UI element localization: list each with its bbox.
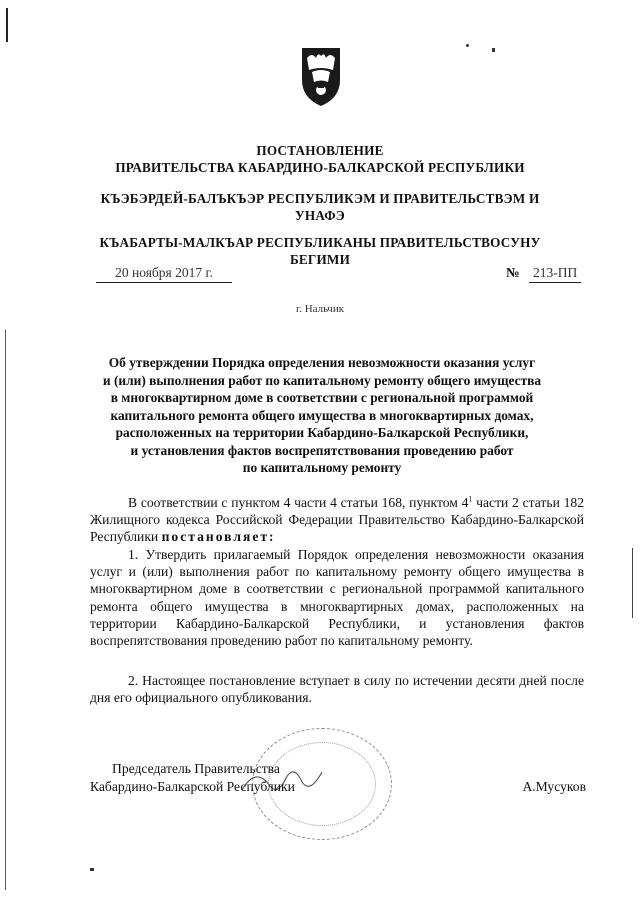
decree-title-line: по капитальному ремонту <box>242 460 402 475</box>
date-field <box>96 264 232 283</box>
decree-number: 213-ПП <box>529 264 581 283</box>
decree-title-line: расположенных на территории Кабардино-Балкарской Республики, <box>115 425 529 440</box>
preamble-text-cont: части 2 статьи 182 Жилищного кодекса Российской Федерации Правительство Кабардино-Балкарской Республики <box>90 495 584 545</box>
decree-keyword: постановляет: <box>161 529 276 545</box>
scan-speck <box>492 48 495 52</box>
issuer-heading: ПРАВИТЕЛЬСТВА КАБАРДИНО-БАЛКАРСКОЙ РЕСПУБЛИКИ <box>115 160 525 175</box>
preamble-text: В соответствии с пунктом 4 части 4 статьи 168, пунктом 4 <box>128 495 469 510</box>
decree-title-line: капитального ремонта общего имущества в многоквартирных домах, <box>110 407 534 423</box>
number-field <box>506 264 586 283</box>
decree-title-line: и (или) выполнения работ по капитальному ремонту общего имущества <box>102 372 542 388</box>
scan-speck <box>90 868 94 871</box>
doc-type-heading: ПОСТАНОВЛЕНИЕ <box>256 143 384 158</box>
decree-date: 20 ноября 2017 г. <box>115 265 213 280</box>
preamble-superscript: 1 <box>468 494 473 504</box>
signatory-position-line1: Председатель Правительства <box>112 761 280 776</box>
signatory-position-line2: Кабардино-Балкарской Республики <box>90 779 295 794</box>
signatory-name: А.Мусуков <box>522 779 586 794</box>
kabardian-heading-line2: УНАФЭ <box>295 208 345 223</box>
item-1-paragraph: 1. Утвердить прилагаемый Порядок определения невозможности оказания услуг и (или) выполнения работ по капитальному ремонту общего имущества в многоквартирном доме в соответствии с региональной программой капитального ремонта общего имущества в многоквартирных домах, расположенных на территории Кабардино-Балкарской Республики, и установления фактов воспрепятствования проведению работ по капитальному ремонту. <box>90 547 584 649</box>
kabardian-heading-line1: КЪЭБЭРДЕЙ-БАЛЪКЪЭР РЕСПУБЛИКЭМ И ПРАВИТЕЛЬСТВЭМ И <box>100 191 540 206</box>
scan-margin-mark <box>6 8 8 42</box>
scan-right-mark <box>632 548 633 618</box>
scan-speck <box>466 44 469 47</box>
balkar-heading-line2: БЕГИМИ <box>289 252 351 267</box>
city-label: г. Нальчик <box>295 303 345 315</box>
decree-title-line: Об утверждении Порядка определения невозможности оказания услуг <box>108 355 536 370</box>
balkar-heading-line1: КЪАБАРТЫ-МАЛКЪАР РЕСПУБЛИКАНЫ ПРАВИТЕЛЬСТВОСУНУ <box>99 235 541 250</box>
decree-title-line: и установления фактов воспрепятствования проведению работ <box>130 442 514 458</box>
number-label: № <box>506 265 520 280</box>
item-2-paragraph: 2. Настоящее постановление вступает в силу по истечении десяти дней после дня его официального опубликования. <box>90 673 584 706</box>
preamble-paragraph <box>90 494 584 546</box>
scan-margin-line <box>5 330 6 890</box>
decree-title-line: в многоквартирном доме в соответствии с региональной программой <box>110 390 534 405</box>
coat-of-arms-emblem <box>298 44 344 108</box>
